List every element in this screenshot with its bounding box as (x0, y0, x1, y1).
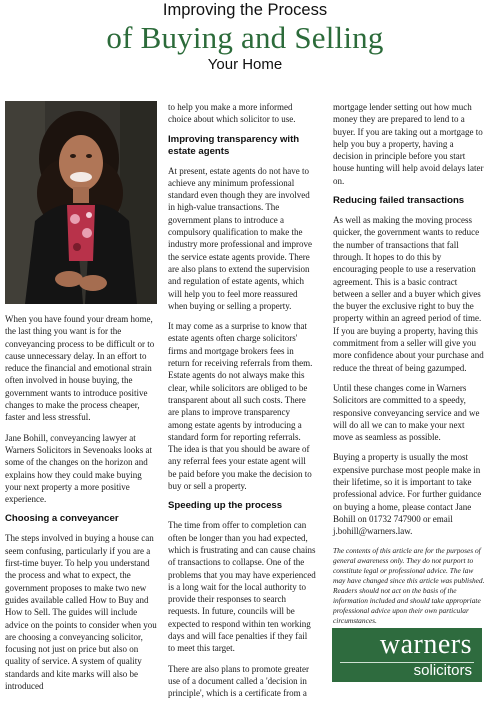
article-column-3 (333, 101, 485, 634)
author-intro-paragraph: Jane Bohill, conveyancing lawyer at Warners Solicitors in Sevenoaks looks at some of the changes on the horizon and explains how they could make buying your next property a more positive experience. (5, 432, 153, 505)
continued-paragraph: to help you make a more informed choice about which solicitor to use. (168, 102, 296, 125)
warners-logo (332, 628, 482, 682)
completion-time-paragraph: The time from offer to completion can often be longer than you had expected, which is frustrating and can cause chains of transactions to collapse. One of the problems that you may have experienced is a long wait for the local authority to provide their responses to search requests. In future, councils will be expected to respond within ten working days and will face penalties if they fail to meet this target. (168, 520, 316, 654)
heading-choosing-conveyancer: Choosing a conveyancer (5, 513, 119, 525)
decision-in-principle-paragraph: There are also plans to promote greater use of a document called a 'decision in principle', which is a certificate from a (168, 663, 309, 699)
article-header (0, 0, 490, 74)
commitment-paragraph: Until these changes come in Warners Solicitors are committed to a speedy, responsive conveyancing service and we will do all we can to make your next move as seamless as possible. (333, 382, 480, 443)
heading-failed-transactions: Reducing failed transactions (333, 195, 465, 207)
contact-paragraph: Buying a property is usually the most expensive purchase most people make in their lifetime, so it is important to take professional advice. For further guidance on buying a home, please contact Jane Bohill on 01732 747900 or email j.bohill@warners.law. (333, 452, 482, 537)
reservation-paragraph: As well as making the moving process quicker, the government wants to reduce the number of transactions that fall through. It hopes to do this by encouraging people to use a reservation agreement. This is a basic contract between a seller and a buyer which gives the buyer the exclusive right to buy the property within an agreed period of time. If you are buying a property, having this commitment from a seller will give you more confidence about your purchase and reduce the threat of being gazumped. (333, 215, 484, 373)
logo-wordmark: warners (379, 629, 472, 660)
title-main-line: of Buying and Selling (106, 20, 384, 55)
intro-paragraph: When you have found your dream home, the last thing you want is for the conveyancing process to be difficult or to cause unnecessary delay. In an effort to reduce the financial and emotional strain often involved in house buying, the government wants to introduce positive changes to make the process cheaper, faster and less stressful. (5, 314, 155, 423)
referral-fees-paragraph: It may come as a surprise to know that estate agents often charge solicitors' firms and mortgage brokers fees in return for receiving referrals from them. Estate agents do not always make this clear, while solicitors are obliged to be transparent about all such costs. There are plans to improve transparency among estate agents by introducing a standard form for reporting referrals. The idea is that you should be aware of any referral fees your estate agent will be paid before you make the decision to buy or sell a property. (168, 321, 313, 492)
article-column-1 (5, 313, 157, 700)
heading-speeding-up: Speeding up the process (168, 500, 283, 512)
article-column-2 (168, 101, 316, 707)
title-top-line: Improving the Process (162, 1, 328, 19)
logo-subtitle: solicitors (413, 662, 472, 679)
estate-agents-paragraph: At present, estate agents do not have to achieve any minimum professional standard even though they are involved in high-value transactions. The government plans to introduce a compulsory qualification to make the industry more professional and improve the service estate agents provide. There are also plans to extend the supervision and regulation of estate agents, which will help you to feel more reassured when buying or selling a property. (168, 165, 312, 311)
disclaimer-text: The contents of this article are for the purposes of general awareness only. They do not purport to constitute legal or professional advice. The law may have changed since this article was published. Readers should not act on the basis of the information included and should take appropriate professional advice upon their own particular circumstances. (333, 545, 485, 625)
mortgage-paragraph: mortgage lender setting out how much money they are prepared to lend to a buyer. If you are taking out a mortgage to help you buy a property, having a decision in principle before you start house hunting will help avoid delays later on. (333, 102, 484, 186)
title-sub-line: Your Home (207, 56, 283, 73)
conveyancer-paragraph: The steps involved in buying a house can seem confusing, particularly if you are a first-time buyer. To help you understand the process and what to expect, the government proposes to make two new guides available called How to Buy and How to Sell. The guides will include advice on the points to consider when you are choosing a conveyancing solicitor, focusing not just on price but also on quality of service. A system of quality standards and kite marks will also be introduced (5, 533, 157, 692)
author-photo (5, 101, 157, 304)
author-portrait-illustration (5, 101, 157, 304)
heading-transparency: Improving transparency with estate agents (168, 133, 300, 157)
